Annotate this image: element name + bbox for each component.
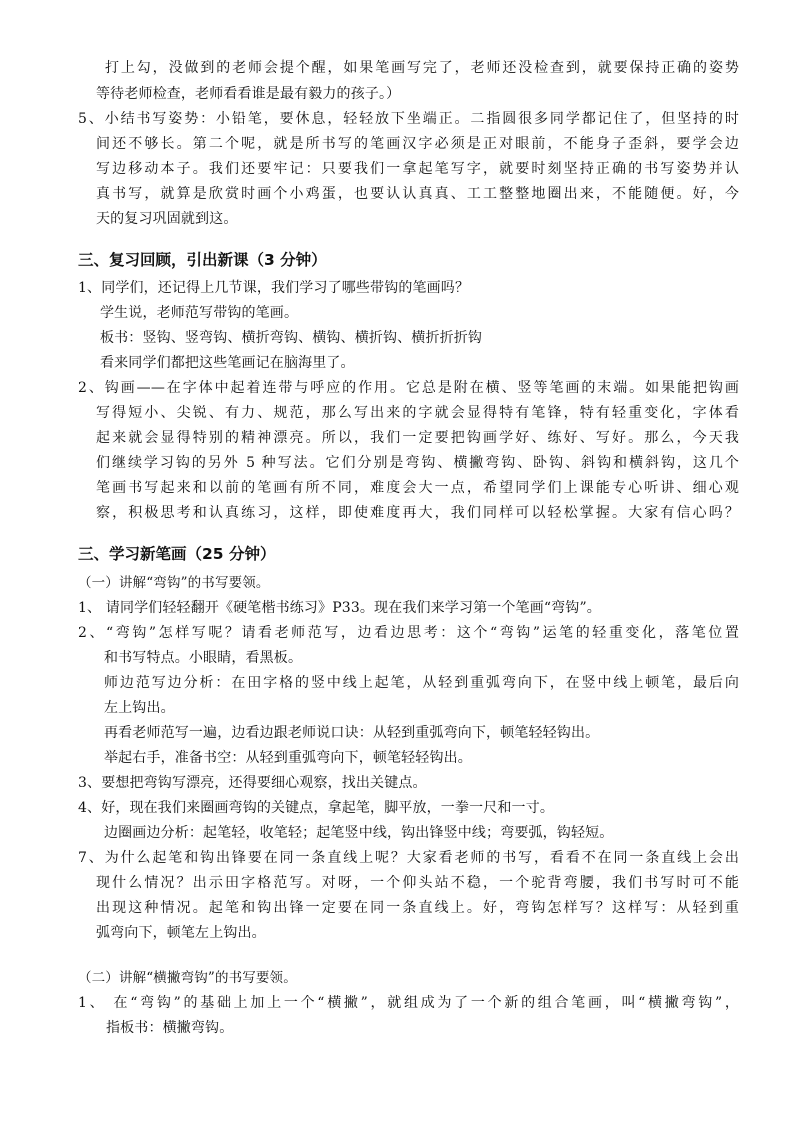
paragraph-line: 边圈画边分析：起笔轻，收笔轻；起笔竖中线，钩出锋竖中线；弯要弧，钩轻短。: [104, 825, 614, 841]
board-writing-line: 板书：竖钩、竖弯钩、横折弯钩、横钩、横折钩、横折折折钩: [100, 330, 483, 346]
paragraph-line: 看来同学们都把这些笔画记在脑海里了。: [100, 355, 355, 371]
paragraph-line: 真书写，就算是欣赏时画个小鸡蛋，也要认认真真、工工整整地圈出来，不能随便。好，今: [96, 186, 739, 202]
board-writing-line: 指板书：横撇弯钩。: [106, 1020, 234, 1036]
list-item-2: 2、“弯钩”怎样写呢？请看老师范写，边看边思考：这个“弯钩”运笔的轻重变化，落笔位置: [78, 625, 739, 641]
paragraph-line: 写得短小、尖锐、有力、规范，那么写出来的字就会显得特有笔锋，特有轻重变化，字体看: [96, 405, 739, 421]
paragraph-line: 察，积极思考和认真练习，这样，即使难度再大，我们同样可以轻松掌握。大家有信心吗？: [96, 505, 739, 521]
list-item-5: 5、小结书写姿势：小铅笔，要休息，轻轻放下坐端正。二指圆很多同学都记住了，但坚持的时: [78, 111, 739, 127]
paragraph-line: 出现这种情况。起笔和钩出锋一定要在同一条直线上。好，弯钩怎样写？这样写：从轻到重: [96, 900, 739, 916]
subsection-heading-2: （二）讲解“横撇弯钩”的书写要领。: [78, 970, 297, 986]
paragraph-line: 起来就会显得特别的精神漂亮。所以，我们一定要把钩画学好、练好、写好。那么，今天我: [96, 430, 739, 446]
paragraph-line: 师边范写边分析：在田字格的竖中线上起笔，从轻到重弧弯向下，在竖中线上顿笔，最后向: [104, 675, 739, 691]
paragraph-line: 打上勾，没做到的老师会提个醒，如果笔画写完了，老师还没检查到，就要保持正确的姿势: [105, 60, 739, 76]
section-heading-learn: 三、学习新笔画（25 分钟）: [78, 545, 276, 563]
paragraph-line: 天的复习巩固就到这。: [96, 211, 238, 227]
paragraph-line: 笔画书写起来和以前的笔画有所不同，难度会大一点，希望同学们上课能专心听讲、细心观: [96, 480, 739, 496]
list-item-4: 4、好，现在我们来圈画弯钩的关键点，拿起笔，脚平放，一拳一尺和一寸。: [78, 800, 555, 816]
section-heading-review: 三、复习回顾，引出新课（3 分钟）: [78, 251, 327, 269]
paragraph-line: 左上钩出。: [104, 700, 175, 716]
paragraph-line: 等待老师检查，老师看看谁是最有毅力的孩子。）: [96, 86, 401, 102]
subsection-heading-1: （一）讲解“弯钩”的书写要领。: [78, 575, 270, 591]
list-item-3: 3、要想把弯钩写漂亮，还得要细心观察，找出关键点。: [78, 775, 427, 791]
paragraph-line: 学生说，老师范写带钩的笔画。: [100, 305, 299, 321]
paragraph-line: 写边移动本子。我们还要牢记：只要我们一拿起笔写字，就要时刻坚持正确的书写姿势并认: [96, 161, 739, 177]
list-item-1: 1、 请同学们轻轻翻开《硬笔楷书练习》P33。现在我们来学习第一个笔画“弯钩”。: [78, 600, 601, 616]
list-item-7: 7、为什么起笔和钩出锋要在同一条直线上呢？大家看老师的书写，看看不在同一条直线上会出: [78, 850, 739, 866]
list-item-1: 1、 在“弯钩”的基础上加上一个“横撇”，就组成为了一个新的组合笔画，叫“横撇弯钩”，: [78, 995, 739, 1011]
list-item-1: 1、同学们，还记得上几节课，我们学习了哪些带钩的笔画吗？: [78, 280, 470, 296]
list-item-2: 2、钩画——在字体中起着连带与呼应的作用。它总是附在横、竖等笔画的末端。如果能把钩画: [78, 380, 739, 396]
paragraph-line: 弧弯向下，顿笔左上钩出。: [96, 925, 266, 941]
paragraph-line: 举起右手，准备书空：从轻到重弧弯向下，顿笔轻轻钩出。: [104, 750, 472, 766]
paragraph-line: 和书写特点。小眼睛，看黑板。: [104, 650, 303, 666]
paragraph-line: 再看老师范写一遍，边看边跟老师说口诀：从轻到重弧弯向下，顿笔轻轻钩出。: [104, 725, 600, 741]
paragraph-line: 们继续学习钩的另外 5 种写法。它们分别是弯钩、横撇弯钩、卧钩、斜钩和横斜钩，这几个: [96, 455, 739, 471]
paragraph-line: 现什么情况？出示田字格范写。对呀，一个仰头站不稳，一个驼背弯腰，我们书写时可不能: [96, 875, 739, 891]
paragraph-line: 间还不够长。第二个呢，就是所书写的笔画汉字必须是正对眼前，不能身子歪斜，要学会边: [96, 136, 739, 152]
